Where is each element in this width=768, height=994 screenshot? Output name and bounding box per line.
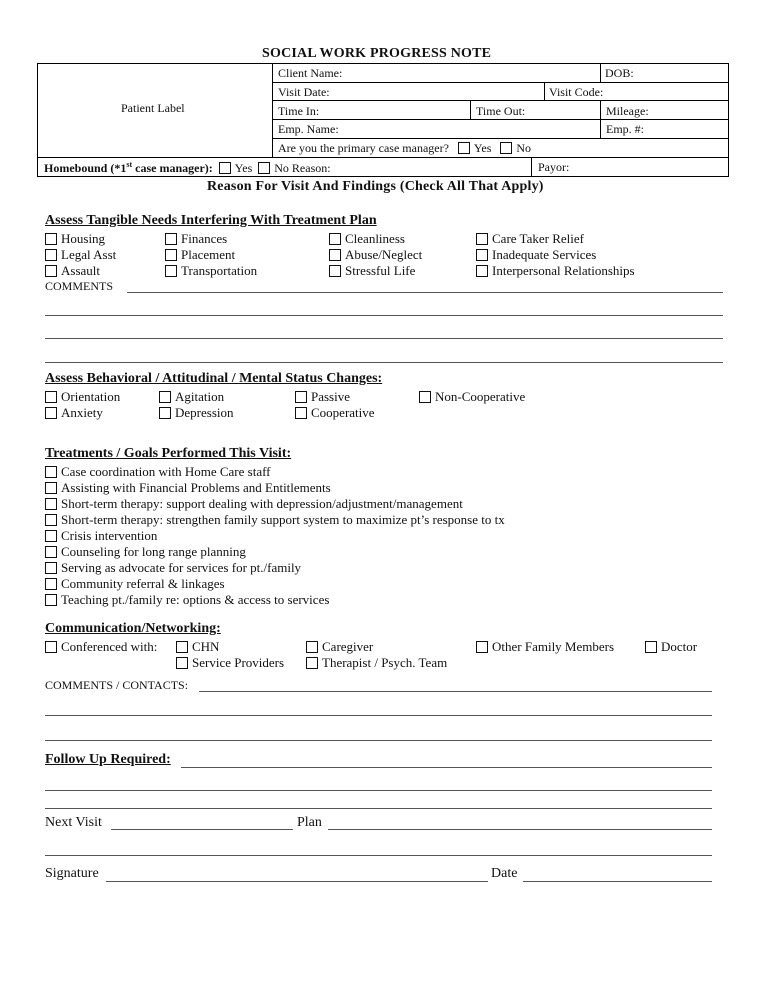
checkbox[interactable] <box>176 657 188 669</box>
checkbox[interactable] <box>45 391 57 403</box>
checkbox[interactable] <box>329 265 341 277</box>
checkbox[interactable] <box>306 657 318 669</box>
checkbox[interactable] <box>476 249 488 261</box>
opt-stressful-life[interactable]: Stressful Life <box>329 263 415 279</box>
homebound-label: Homebound (*1 <box>44 161 127 175</box>
homebound-row <box>44 160 331 176</box>
client-name-field[interactable]: Client Name: <box>278 66 343 80</box>
treatment-item[interactable]: Crisis intervention <box>45 528 157 544</box>
plan-label: Plan <box>297 815 322 830</box>
primary-question-text: Are you the primary case manager? <box>278 141 449 155</box>
opt-assault[interactable]: Assault <box>45 263 100 279</box>
treatment-item[interactable]: Case coordination with Home Care staff <box>45 464 271 480</box>
checkbox[interactable] <box>45 530 57 542</box>
behavioral-heading: Assess Behavioral / Attitudinal / Mental Status Changes: <box>45 371 383 386</box>
treatment-item[interactable]: Teaching pt./family re: options & access to services <box>45 592 329 608</box>
opt-therapist-psych-team[interactable]: Therapist / Psych. Team <box>306 655 447 671</box>
treatment-item[interactable]: Assisting with Financial Problems and Entitlements <box>45 480 331 496</box>
comments-line[interactable] <box>45 715 712 716</box>
signature-line[interactable] <box>106 881 488 882</box>
homebound-sup: st <box>126 160 133 169</box>
treatment-item[interactable]: Community referral & linkages <box>45 576 225 592</box>
opt-depression[interactable]: Depression <box>159 405 234 421</box>
checkbox[interactable] <box>295 407 307 419</box>
plan-line[interactable] <box>328 829 712 830</box>
opt-passive[interactable]: Passive <box>295 389 350 405</box>
follow-up-line[interactable] <box>45 808 712 809</box>
opt-care-taker-relief[interactable]: Care Taker Relief <box>476 231 584 247</box>
next-visit-line[interactable] <box>111 829 293 830</box>
opt-chn[interactable]: CHN <box>176 639 219 655</box>
page-title: SOCIAL WORK PROGRESS NOTE <box>262 46 492 61</box>
next-visit-label: Next Visit <box>45 815 102 830</box>
comments-line[interactable] <box>45 362 723 363</box>
checkbox[interactable] <box>165 233 177 245</box>
payor-field[interactable]: Payor: <box>538 160 570 174</box>
date-line[interactable] <box>523 881 712 882</box>
treatment-item[interactable]: Short-term therapy: strengthen family support system to maximize pt’s response to tx <box>45 512 505 528</box>
checkbox[interactable] <box>45 407 57 419</box>
primary-no-checkbox[interactable] <box>500 142 512 154</box>
treatment-item[interactable]: Serving as advocate for services for pt./family <box>45 560 301 576</box>
checkbox[interactable] <box>165 249 177 261</box>
primary-yes-label: Yes <box>473 141 492 155</box>
emp-number-field[interactable]: Emp. #: <box>606 122 644 136</box>
opt-housing[interactable]: Housing <box>45 231 105 247</box>
comments-line[interactable] <box>45 740 712 741</box>
opt-agitation[interactable]: Agitation <box>159 389 224 405</box>
checkbox[interactable] <box>306 641 318 653</box>
visit-date-field[interactable]: Visit Date: <box>278 85 330 99</box>
date-label: Date <box>491 866 518 881</box>
treatments-heading: Treatments / Goals Performed This Visit: <box>45 446 292 461</box>
opt-other-family-members[interactable]: Other Family Members <box>476 639 614 655</box>
reason-heading: Reason For Visit And Findings (Check All That Apply) <box>207 179 544 194</box>
checkbox[interactable] <box>476 641 488 653</box>
checkbox[interactable] <box>45 233 57 245</box>
opt-caregiver[interactable]: Caregiver <box>306 639 373 655</box>
checkbox[interactable] <box>45 546 57 558</box>
opt-cleanliness[interactable]: Cleanliness <box>329 231 405 247</box>
checkbox[interactable] <box>45 265 57 277</box>
checkbox[interactable] <box>419 391 431 403</box>
checkbox[interactable] <box>45 249 57 261</box>
emp-name-field[interactable]: Emp. Name: <box>278 122 339 136</box>
checkbox[interactable] <box>159 407 171 419</box>
checkbox[interactable] <box>165 265 177 277</box>
treatment-item[interactable]: Short-term therapy: support dealing with depression/adjustment/management <box>45 496 463 512</box>
opt-legal-asst[interactable]: Legal Asst <box>45 247 116 263</box>
checkbox[interactable] <box>45 466 57 478</box>
comments-line[interactable] <box>127 292 723 293</box>
opt-non-cooperative[interactable]: Non-Cooperative <box>419 389 525 405</box>
tangible-comments-label: COMMENTS <box>45 279 114 293</box>
follow-up-heading: Follow Up Required: <box>45 752 171 767</box>
follow-up-line[interactable] <box>45 790 712 791</box>
checkbox[interactable] <box>176 641 188 653</box>
primary-no-label: No <box>516 141 532 155</box>
checkbox[interactable] <box>45 482 57 494</box>
checkbox[interactable] <box>476 265 488 277</box>
homebound-yes-checkbox[interactable] <box>219 162 231 174</box>
opt-abuse-neglect[interactable]: Abuse/Neglect <box>329 247 422 263</box>
checkbox[interactable] <box>645 641 657 653</box>
checkbox[interactable] <box>159 391 171 403</box>
opt-service-providers[interactable]: Service Providers <box>176 655 284 671</box>
checkbox[interactable] <box>45 578 57 590</box>
checkbox[interactable] <box>45 514 57 526</box>
opt-anxiety[interactable]: Anxiety <box>45 405 103 421</box>
mileage-field[interactable]: Mileage: <box>606 104 649 118</box>
checkbox[interactable] <box>45 498 57 510</box>
opt-interpersonal-relationships[interactable]: Interpersonal Relationships <box>476 263 635 279</box>
signature-label: Signature <box>45 866 99 881</box>
follow-up-line[interactable] <box>181 767 712 768</box>
time-out-field[interactable]: Time Out: <box>476 104 526 118</box>
checkbox[interactable] <box>45 641 57 653</box>
homebound-yes-label: Yes <box>234 161 253 175</box>
checkbox[interactable] <box>476 233 488 245</box>
checkbox[interactable] <box>45 562 57 574</box>
homebound-no-checkbox[interactable] <box>258 162 270 174</box>
primary-yes-checkbox[interactable] <box>458 142 470 154</box>
primary-case-manager-question <box>278 141 531 156</box>
comments-line[interactable] <box>45 338 723 339</box>
checkbox[interactable] <box>329 233 341 245</box>
opt-doctor[interactable]: Doctor <box>645 639 697 655</box>
homebound-no-reason-label[interactable]: No Reason: <box>274 161 331 175</box>
patient-label: Patient Label <box>121 101 185 115</box>
time-in-field[interactable]: Time In: <box>278 104 320 118</box>
plan-line[interactable] <box>45 855 712 856</box>
dob-field[interactable]: DOB: <box>605 66 634 80</box>
comments-contacts-label: COMMENTS / CONTACTS: <box>45 678 189 692</box>
comments-line[interactable] <box>45 315 723 316</box>
communication-heading: Communication/Networking: <box>45 621 221 636</box>
checkbox[interactable] <box>45 594 57 606</box>
opt-orientation[interactable]: Orientation <box>45 389 120 405</box>
checkbox[interactable] <box>329 249 341 261</box>
opt-inadequate-services[interactable]: Inadequate Services <box>476 247 596 263</box>
comments-line[interactable] <box>199 691 712 692</box>
opt-finances[interactable]: Finances <box>165 231 227 247</box>
homebound-label-end: case manager): <box>132 161 213 175</box>
tangible-heading: Assess Tangible Needs Interfering With Treatment Plan <box>45 213 377 228</box>
visit-code-field[interactable]: Visit Code: <box>549 85 604 99</box>
opt-transportation[interactable]: Transportation <box>165 263 257 279</box>
opt-placement[interactable]: Placement <box>165 247 235 263</box>
opt-cooperative[interactable]: Cooperative <box>295 405 375 421</box>
treatment-item[interactable]: Counseling for long range planning <box>45 544 246 560</box>
opt-conferenced-with[interactable]: Conferenced with: <box>45 639 157 655</box>
checkbox[interactable] <box>295 391 307 403</box>
